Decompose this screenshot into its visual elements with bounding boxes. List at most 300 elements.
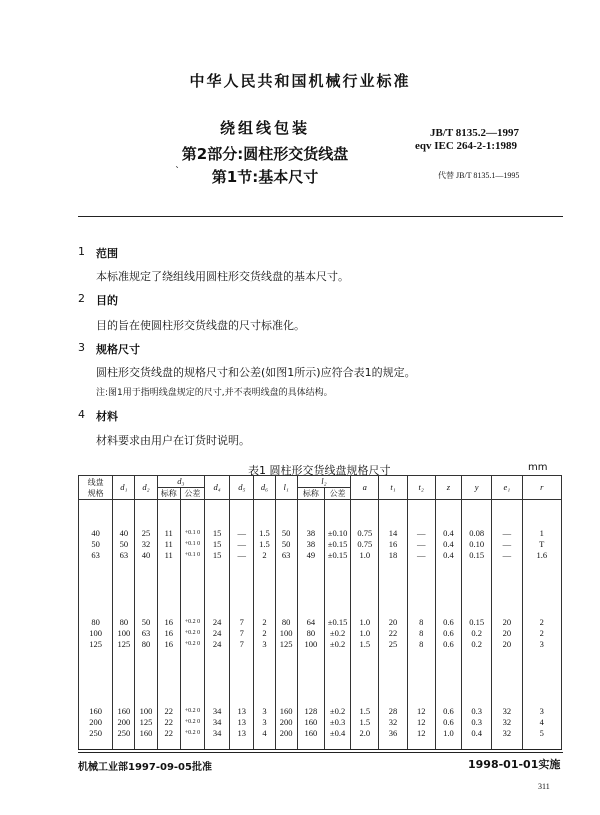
table-spacer-cell bbox=[492, 589, 522, 617]
table-spacer-cell bbox=[407, 678, 435, 706]
table-spacer-cell bbox=[297, 739, 324, 750]
table-cell: 0.2 bbox=[462, 639, 492, 650]
table-cell: 125 bbox=[275, 639, 297, 650]
header-d5: d₅ bbox=[230, 476, 254, 500]
header-d3-tolerance: 公差 bbox=[180, 488, 204, 500]
table-spacer-cell bbox=[79, 589, 113, 617]
table-cell: 63 bbox=[135, 628, 157, 639]
table-cell: 11 bbox=[157, 539, 180, 550]
header-z: z bbox=[435, 476, 461, 500]
table-cell: ±0.3 bbox=[324, 717, 350, 728]
table-cell: 128 bbox=[297, 706, 324, 717]
table-spacer-row bbox=[79, 561, 562, 589]
table-cell: +0.2 0 bbox=[180, 628, 204, 639]
table-spacer-cell bbox=[522, 678, 562, 706]
table-row bbox=[79, 706, 562, 717]
table-spacer-cell bbox=[407, 739, 435, 750]
table-spacer-cell bbox=[157, 650, 180, 678]
table-spacer-cell bbox=[379, 678, 407, 706]
table-cell: ±0.2 bbox=[324, 628, 350, 639]
table-spacer-cell bbox=[492, 739, 522, 750]
table-row bbox=[79, 717, 562, 728]
table-spacer-cell bbox=[492, 678, 522, 706]
table-cell: 1.0 bbox=[435, 728, 461, 739]
table-cell: 49 bbox=[297, 550, 324, 561]
table-spacer-cell bbox=[324, 650, 350, 678]
table-cell: 0.4 bbox=[462, 728, 492, 739]
table-spacer-cell bbox=[297, 589, 324, 617]
header-d4: d₄ bbox=[205, 476, 230, 500]
table-spacer-cell bbox=[157, 678, 180, 706]
table-spacer-cell bbox=[522, 561, 562, 589]
table-cell: +0.1 0 bbox=[180, 528, 204, 539]
table-spacer-cell bbox=[275, 561, 297, 589]
equivalent-standard: eqv IEC 264-2-1:1989 bbox=[415, 140, 518, 152]
header-d3-nominal: 标称 bbox=[157, 488, 180, 500]
table-spacer-cell bbox=[351, 561, 379, 589]
table-spacer-row bbox=[79, 739, 562, 750]
table-spacer-cell bbox=[462, 589, 492, 617]
table-cell: 3 bbox=[522, 706, 562, 717]
table-cell: 0.6 bbox=[435, 617, 461, 628]
table-spacer-cell bbox=[157, 500, 180, 529]
table-spacer-cell bbox=[275, 500, 297, 529]
table-cell: 12 bbox=[407, 717, 435, 728]
table-cell: +0.2 0 bbox=[180, 617, 204, 628]
header-rule bbox=[78, 216, 563, 217]
section-title: 目的 bbox=[96, 294, 118, 307]
table-cell: 1.5 bbox=[254, 528, 275, 539]
table-cell: — bbox=[492, 539, 522, 550]
table-cell: 0.75 bbox=[351, 528, 379, 539]
table-spacer-cell bbox=[254, 589, 275, 617]
table-spacer-cell bbox=[205, 561, 230, 589]
header-d2: d₂ bbox=[135, 476, 157, 500]
table-cell: 1.0 bbox=[351, 617, 379, 628]
table-cell: 0.6 bbox=[435, 717, 461, 728]
table-spacer-cell bbox=[462, 561, 492, 589]
table-cell: 8 bbox=[407, 639, 435, 650]
table-cell: 160 bbox=[79, 706, 113, 717]
table-cell: ±0.10 bbox=[324, 528, 350, 539]
table-spacer-cell bbox=[275, 650, 297, 678]
table-cell: 3 bbox=[254, 717, 275, 728]
table-spacer-cell bbox=[462, 678, 492, 706]
table-cell: 160 bbox=[297, 728, 324, 739]
table-spacer-cell bbox=[435, 589, 461, 617]
table-cell: 200 bbox=[79, 717, 113, 728]
table-row bbox=[79, 628, 562, 639]
header-l2-nominal: 标称 bbox=[297, 488, 324, 500]
table-cell: 160 bbox=[113, 706, 135, 717]
table-spacer-cell bbox=[180, 589, 204, 617]
section-number: 3 bbox=[78, 341, 85, 354]
standard-org-title: 中华人民共和国机械行业标准 bbox=[189, 72, 411, 90]
table-cell: 1.0 bbox=[351, 628, 379, 639]
table-cell: 2 bbox=[254, 617, 275, 628]
table-cell: 0.6 bbox=[435, 706, 461, 717]
table-cell: 0.6 bbox=[435, 639, 461, 650]
doc-title: 绕组线包装 bbox=[219, 119, 310, 137]
table-spacer-cell bbox=[462, 650, 492, 678]
table-spacer-cell bbox=[522, 500, 562, 529]
table-cell: 1.0 bbox=[351, 550, 379, 561]
table-spacer-row bbox=[79, 678, 562, 706]
section-number: 4 bbox=[78, 408, 85, 421]
table-cell: 2 bbox=[522, 617, 562, 628]
table-spacer-cell bbox=[230, 739, 254, 750]
table-spacer-cell bbox=[180, 561, 204, 589]
table-cell: 8 bbox=[407, 617, 435, 628]
table-cell: 34 bbox=[205, 706, 230, 717]
table-spacer-cell bbox=[113, 561, 135, 589]
table-spacer-cell bbox=[135, 650, 157, 678]
table-cell: ±0.2 bbox=[324, 706, 350, 717]
table-spacer-cell bbox=[351, 650, 379, 678]
table-cell: — bbox=[230, 539, 254, 550]
table-cell: +0.2 0 bbox=[180, 728, 204, 739]
table-cell: 3 bbox=[254, 639, 275, 650]
table-cell: 160 bbox=[135, 728, 157, 739]
table-cell: 13 bbox=[230, 728, 254, 739]
header-d1: d₁ bbox=[113, 476, 135, 500]
replaces-standard: 代替 JB/T 8135.1—1995 bbox=[438, 171, 520, 180]
table-spacer-cell bbox=[135, 561, 157, 589]
table-cell: 160 bbox=[275, 706, 297, 717]
table-cell: 38 bbox=[297, 539, 324, 550]
table-cell: 0.6 bbox=[435, 628, 461, 639]
table-spacer-cell bbox=[157, 739, 180, 750]
table-spacer-cell bbox=[435, 650, 461, 678]
table-cell: ±0.2 bbox=[324, 639, 350, 650]
table-cell: 0.15 bbox=[462, 550, 492, 561]
table-spacer-cell bbox=[113, 589, 135, 617]
table-spacer-cell bbox=[254, 561, 275, 589]
table-spacer-row bbox=[79, 650, 562, 678]
table-cell: — bbox=[230, 550, 254, 561]
header-e1: e₁ bbox=[492, 476, 522, 500]
table-spacer-cell bbox=[275, 678, 297, 706]
table-cell: 16 bbox=[157, 628, 180, 639]
table-cell: +0.2 0 bbox=[180, 639, 204, 650]
table-cell: ±0.15 bbox=[324, 539, 350, 550]
table-cell: 0.10 bbox=[462, 539, 492, 550]
table-cell: +0.2 0 bbox=[180, 717, 204, 728]
header-d6: d₆ bbox=[254, 476, 275, 500]
table-cell: 8 bbox=[407, 628, 435, 639]
table-spacer-cell bbox=[435, 739, 461, 750]
table-cell: 7 bbox=[230, 639, 254, 650]
table-cell: 0.08 bbox=[462, 528, 492, 539]
table-spacer-cell bbox=[230, 561, 254, 589]
table-spacer-cell bbox=[180, 650, 204, 678]
table-cell: 0.15 bbox=[462, 617, 492, 628]
effective-date: 1998-01-01实施 bbox=[468, 758, 561, 771]
table-cell: 32 bbox=[492, 717, 522, 728]
table-spacer-cell bbox=[157, 589, 180, 617]
table-spacer-cell bbox=[351, 589, 379, 617]
header-l1: l₁ bbox=[275, 476, 297, 500]
table-cell: 34 bbox=[205, 717, 230, 728]
table-cell: T bbox=[522, 539, 562, 550]
table-cell: 0.4 bbox=[435, 539, 461, 550]
table-cell: 14 bbox=[379, 528, 407, 539]
table-cell: 80 bbox=[297, 628, 324, 639]
table-cell: 80 bbox=[113, 617, 135, 628]
table-spacer-cell bbox=[407, 500, 435, 529]
table-cell: 11 bbox=[157, 528, 180, 539]
table-cell: 22 bbox=[379, 628, 407, 639]
table-cell: 20 bbox=[492, 617, 522, 628]
table-cell: 13 bbox=[230, 717, 254, 728]
table-cell: 12 bbox=[407, 706, 435, 717]
header-t1: t₁ bbox=[379, 476, 407, 500]
table-cell: — bbox=[407, 528, 435, 539]
approval-date: 机械工业部1997-09-05批准 bbox=[78, 762, 212, 773]
table-spacer-cell bbox=[205, 650, 230, 678]
table-spacer-cell bbox=[230, 678, 254, 706]
table-cell: — bbox=[230, 528, 254, 539]
table-cell: 200 bbox=[275, 717, 297, 728]
table-spacer-cell bbox=[379, 561, 407, 589]
table-cell: 250 bbox=[79, 728, 113, 739]
table-spacer-cell bbox=[180, 739, 204, 750]
table-cell: 16 bbox=[157, 617, 180, 628]
table-spacer-cell bbox=[254, 650, 275, 678]
table-spacer-cell bbox=[324, 678, 350, 706]
table-cell: 80 bbox=[135, 639, 157, 650]
table-cell: 28 bbox=[379, 706, 407, 717]
table-spacer-cell bbox=[435, 500, 461, 529]
table-cell: 15 bbox=[205, 550, 230, 561]
table-spacer-cell bbox=[324, 500, 350, 529]
header-spec-line1: 线盘 bbox=[87, 477, 104, 487]
section-text: 圆柱形交货线盘的规格尺寸和公差(如图1所示)应符合表1的规定。 bbox=[96, 366, 416, 379]
table-spacer-cell bbox=[492, 561, 522, 589]
section-text: 目的旨在使圆柱形交货线盘的尺寸标准化。 bbox=[96, 319, 305, 332]
table-spacer-cell bbox=[230, 589, 254, 617]
table-cell: +0.1 0 bbox=[180, 539, 204, 550]
table-spacer-cell bbox=[522, 650, 562, 678]
table-cell: 50 bbox=[113, 539, 135, 550]
table-cell: 1.6 bbox=[522, 550, 562, 561]
table-cell: 36 bbox=[379, 728, 407, 739]
table-spacer-cell bbox=[324, 589, 350, 617]
table-spacer-cell bbox=[462, 739, 492, 750]
table-spacer-cell bbox=[205, 500, 230, 529]
table-spacer-cell bbox=[435, 561, 461, 589]
table-cell: 63 bbox=[275, 550, 297, 561]
table-cell: 32 bbox=[135, 539, 157, 550]
table-cell: 0.75 bbox=[351, 539, 379, 550]
table-cell: — bbox=[492, 550, 522, 561]
table-spacer-cell bbox=[351, 500, 379, 529]
table-spacer-cell bbox=[79, 678, 113, 706]
table-cell: — bbox=[407, 550, 435, 561]
table-spacer-cell bbox=[297, 500, 324, 529]
table-spacer-cell bbox=[254, 739, 275, 750]
table-cell: +0.1 0 bbox=[180, 550, 204, 561]
table-cell: 20 bbox=[379, 617, 407, 628]
table-spacer-cell bbox=[254, 678, 275, 706]
table-cell: 16 bbox=[157, 639, 180, 650]
table-row bbox=[79, 639, 562, 650]
table-cell: 16 bbox=[379, 539, 407, 550]
table-spacer-cell bbox=[407, 650, 435, 678]
header-y: y bbox=[462, 476, 492, 500]
table-spacer-cell bbox=[407, 589, 435, 617]
table-cell: 22 bbox=[157, 717, 180, 728]
table-cell: 7 bbox=[230, 628, 254, 639]
table-row bbox=[79, 539, 562, 550]
table-spacer-cell bbox=[435, 678, 461, 706]
table-spacer-cell bbox=[407, 561, 435, 589]
table-spacer-cell bbox=[113, 650, 135, 678]
table-spacer-cell bbox=[379, 589, 407, 617]
table-cell: ±0.15 bbox=[324, 550, 350, 561]
table-cell: +0.2 0 bbox=[180, 706, 204, 717]
table-cell: 32 bbox=[492, 706, 522, 717]
table-cell: 5 bbox=[522, 728, 562, 739]
footer-rule bbox=[78, 752, 563, 753]
table-cell: 34 bbox=[205, 728, 230, 739]
table-spacer-row bbox=[79, 500, 562, 529]
table-cell: 7 bbox=[230, 617, 254, 628]
table-cell: 3 bbox=[254, 706, 275, 717]
table-spacer-row bbox=[79, 589, 562, 617]
header-spec bbox=[79, 476, 113, 500]
stray-mark: ` bbox=[175, 166, 180, 177]
table-cell: 50 bbox=[275, 528, 297, 539]
table-cell: 125 bbox=[79, 639, 113, 650]
table-cell: 250 bbox=[113, 728, 135, 739]
table-cell: 125 bbox=[113, 639, 135, 650]
table-cell: 125 bbox=[135, 717, 157, 728]
table-cell: 0.4 bbox=[435, 550, 461, 561]
table-spacer-cell bbox=[379, 650, 407, 678]
table-cell: 1.5 bbox=[351, 717, 379, 728]
table-cell: 100 bbox=[297, 639, 324, 650]
table-cell: 22 bbox=[157, 728, 180, 739]
table-spacer-cell bbox=[113, 678, 135, 706]
doc-subtitle-part: 第2部分:圆柱形交货线盘 bbox=[181, 145, 349, 163]
table-spacer-cell bbox=[492, 650, 522, 678]
header-spec-line2: 规格 bbox=[87, 488, 104, 498]
table-cell: 20 bbox=[492, 639, 522, 650]
table-spacer-cell bbox=[522, 589, 562, 617]
section-title: 规格尺寸 bbox=[96, 343, 140, 356]
table-cell: 24 bbox=[205, 617, 230, 628]
table-cell: 1.5 bbox=[351, 639, 379, 650]
table-spacer-cell bbox=[351, 739, 379, 750]
standard-code: JB/T 8135.2—1997 bbox=[430, 127, 520, 139]
table-spacer-cell bbox=[275, 739, 297, 750]
table-spacer-cell bbox=[79, 500, 113, 529]
table-cell: 64 bbox=[297, 617, 324, 628]
header-d3: d₃ bbox=[157, 476, 204, 488]
table-spacer-cell bbox=[79, 739, 113, 750]
table-cell: 160 bbox=[297, 717, 324, 728]
table-spacer-cell bbox=[230, 650, 254, 678]
table-cell: 22 bbox=[157, 706, 180, 717]
table-cell: 15 bbox=[205, 528, 230, 539]
table-cell: 100 bbox=[113, 628, 135, 639]
table-spacer-cell bbox=[462, 500, 492, 529]
table-cell: 100 bbox=[275, 628, 297, 639]
page-number: 311 bbox=[538, 782, 550, 791]
table-cell: 63 bbox=[113, 550, 135, 561]
table-cell: 4 bbox=[254, 728, 275, 739]
table-spacer-cell bbox=[205, 589, 230, 617]
table-spacer-cell bbox=[351, 678, 379, 706]
table-cell: 38 bbox=[297, 528, 324, 539]
table-spacer-cell bbox=[180, 500, 204, 529]
table-cell: 2.0 bbox=[351, 728, 379, 739]
table-cell: — bbox=[492, 528, 522, 539]
table-cell: 63 bbox=[79, 550, 113, 561]
table-spacer-cell bbox=[230, 500, 254, 529]
header-a: a bbox=[351, 476, 379, 500]
section-number: 1 bbox=[78, 245, 85, 258]
table-spacer-cell bbox=[522, 739, 562, 750]
table-cell: 3 bbox=[522, 639, 562, 650]
header-l2: l₂ bbox=[297, 476, 350, 488]
table-cell: 2 bbox=[522, 628, 562, 639]
table-cell: — bbox=[407, 539, 435, 550]
section-number: 2 bbox=[78, 292, 85, 305]
table-spacer-cell bbox=[297, 678, 324, 706]
table-cell: 50 bbox=[275, 539, 297, 550]
table-cell: 13 bbox=[230, 706, 254, 717]
table-cell: 40 bbox=[113, 528, 135, 539]
table-cell: 25 bbox=[135, 528, 157, 539]
table-spacer-cell bbox=[297, 561, 324, 589]
table-cell: 20 bbox=[492, 628, 522, 639]
table-row bbox=[79, 550, 562, 561]
table-cell: 18 bbox=[379, 550, 407, 561]
table-cell: 12 bbox=[407, 728, 435, 739]
table-cell: 24 bbox=[205, 639, 230, 650]
table-spacer-cell bbox=[79, 650, 113, 678]
table-cell: 4 bbox=[522, 717, 562, 728]
spec-table bbox=[78, 475, 562, 750]
table-cell: 0.3 bbox=[462, 717, 492, 728]
table-spacer-cell bbox=[492, 500, 522, 529]
table-row bbox=[79, 617, 562, 628]
table-cell: 200 bbox=[113, 717, 135, 728]
table-caption: 表1 圆柱形交货线盘规格尺寸 bbox=[248, 464, 391, 477]
table-unit: mm bbox=[528, 462, 548, 473]
table-cell: 0.3 bbox=[462, 706, 492, 717]
table-spacer-cell bbox=[205, 678, 230, 706]
table-spacer-cell bbox=[135, 739, 157, 750]
table-cell: 40 bbox=[79, 528, 113, 539]
section-title: 材料 bbox=[96, 410, 118, 423]
table-cell: 2 bbox=[254, 628, 275, 639]
table-cell: 50 bbox=[135, 617, 157, 628]
table-cell: 1.5 bbox=[351, 706, 379, 717]
table-row bbox=[79, 528, 562, 539]
table-cell: 40 bbox=[135, 550, 157, 561]
table-cell: 1 bbox=[522, 528, 562, 539]
table-spacer-cell bbox=[275, 589, 297, 617]
table-row bbox=[79, 728, 562, 739]
table-cell: ±0.4 bbox=[324, 728, 350, 739]
table-spacer-cell bbox=[113, 739, 135, 750]
table-cell: 0.4 bbox=[435, 528, 461, 539]
table-spacer-cell bbox=[135, 500, 157, 529]
table-cell: 100 bbox=[135, 706, 157, 717]
